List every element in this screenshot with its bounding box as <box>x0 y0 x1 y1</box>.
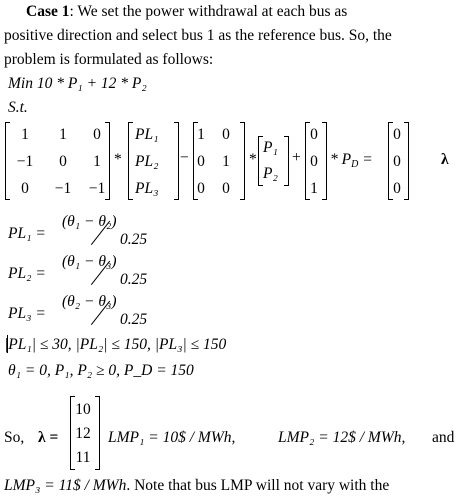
incidence-cell: 1 <box>59 126 67 143</box>
gen-matrix-cell: 0 <box>197 180 205 197</box>
gen-matrix-cell: 0 <box>222 126 230 143</box>
flow-vector-cell: PL₁ <box>135 126 159 143</box>
incidence-cell: 0 <box>93 126 101 143</box>
flow-limits-text: |PL₁| ≤ 30, |PL₂| ≤ 150, |PL₃| ≤ 150 <box>4 336 227 353</box>
flow-vector-right-bracket <box>174 122 179 200</box>
flow-vector-cell: PL₂ <box>135 153 159 170</box>
demand-term: * $P_D$ = <box>330 151 373 170</box>
flow-eq-numerator: (θ₁ − θ₃) <box>62 253 117 270</box>
incidence-cell: 1 <box>93 153 101 170</box>
lambda-vector-cell: 12 <box>75 425 91 442</box>
gen-matrix-right-bracket <box>240 122 245 200</box>
incidence-matrix-right-bracket <box>105 122 110 200</box>
incidence-cell: 1 <box>21 126 29 143</box>
flow-limits-line <box>4 337 226 353</box>
lmp-1: LMP₁ = 10$ / MWh, <box>108 429 236 446</box>
zero-vector-cell: 0 <box>393 153 401 170</box>
gen-vector-cell: P₂ <box>263 165 278 182</box>
paragraph-line-1 <box>26 4 347 20</box>
and-word: and <box>432 429 455 446</box>
plus-sign: + <box>292 149 301 166</box>
so-label: So, <box>4 429 25 446</box>
lmp-2: LMP₂ = 12$ / MWh, <box>278 429 406 446</box>
flow-eq-denominator: 0.25 <box>120 271 148 288</box>
gen-matrix-cell: 1 <box>222 153 230 170</box>
gen-matrix-cell: 0 <box>222 180 230 197</box>
flow-eq-lhs: PL₁ = <box>8 225 46 242</box>
gen-matrix-cell: 0 <box>197 153 205 170</box>
incidence-cell: 0 <box>59 153 67 170</box>
zero-vector-cell: 0 <box>393 180 401 197</box>
dual-lambda-label: λ <box>441 151 449 168</box>
flow-vector-left-bracket <box>128 122 133 200</box>
demand-vector-cell: 0 <box>310 153 318 170</box>
gen-matrix-cell: 1 <box>197 126 205 143</box>
final-line-tail: . Note that bus LMP will not vary with the <box>126 477 390 494</box>
lmp-3-text: LMP₃ = 11$ / MWh <box>4 477 127 494</box>
demand-vector-right-bracket <box>322 122 327 200</box>
lambda-vector-cell: 10 <box>75 401 91 418</box>
lmp-1-text: LMP₁ = 10$ / MWh <box>108 429 232 446</box>
demand-vector-cell: 0 <box>310 126 318 143</box>
incidence-cell: −1 <box>16 153 34 170</box>
final-line <box>4 478 389 494</box>
zero-vector-right-bracket <box>404 122 409 200</box>
zero-vector-cell: 0 <box>393 126 401 143</box>
flow-eq-lhs: PL₃ = <box>8 305 46 322</box>
flow-eq-numerator: (θ₁ − θ₂) <box>62 213 117 230</box>
objective-function: Min 10 * P₁ + 12 * P₂ <box>8 75 147 92</box>
paragraph-line-1-rest: : We set the power withdrawal at each bus as <box>69 3 348 20</box>
gen-vector-cell: P₁ <box>263 139 278 156</box>
flow-eq-numerator: (θ₂ − θ₃) <box>62 293 117 310</box>
demand-vector-cell: 1 <box>310 180 318 197</box>
incidence-matrix-left-bracket <box>5 122 10 200</box>
multiply-sign-1: * <box>114 151 122 168</box>
bounds-line: θ₁ = 0, P₁, P₂ ≥ 0, P_D = 150 <box>8 362 194 379</box>
lambda-equals: λ = <box>38 429 59 446</box>
paragraph-line-3: problem is formulated as follows: <box>4 51 214 68</box>
lambda-vector-right-bracket <box>95 396 100 470</box>
flow-eq-denominator: 0.25 <box>120 311 148 328</box>
case-label: Case 1 <box>26 3 70 20</box>
minus-sign: − <box>180 149 189 166</box>
lambda-vector-cell: 11 <box>75 449 91 466</box>
incidence-cell: 0 <box>21 180 29 197</box>
incidence-cell: −1 <box>88 180 106 197</box>
flow-eq-denominator: 0.25 <box>120 231 148 248</box>
lmp-2-text: LMP₂ = 12$ / MWh <box>278 429 402 446</box>
incidence-cell: −1 <box>54 180 72 197</box>
flow-eq-lhs: PL₂ = <box>8 265 46 282</box>
flow-vector-cell: PL₃ <box>135 180 159 197</box>
paragraph-line-2: positive direction and select bus 1 as the reference bus. So, the <box>4 27 392 44</box>
gen-vector-right-bracket <box>284 136 289 186</box>
multiply-sign-2: * <box>249 151 257 168</box>
subject-to-label: S.t. <box>8 99 28 116</box>
